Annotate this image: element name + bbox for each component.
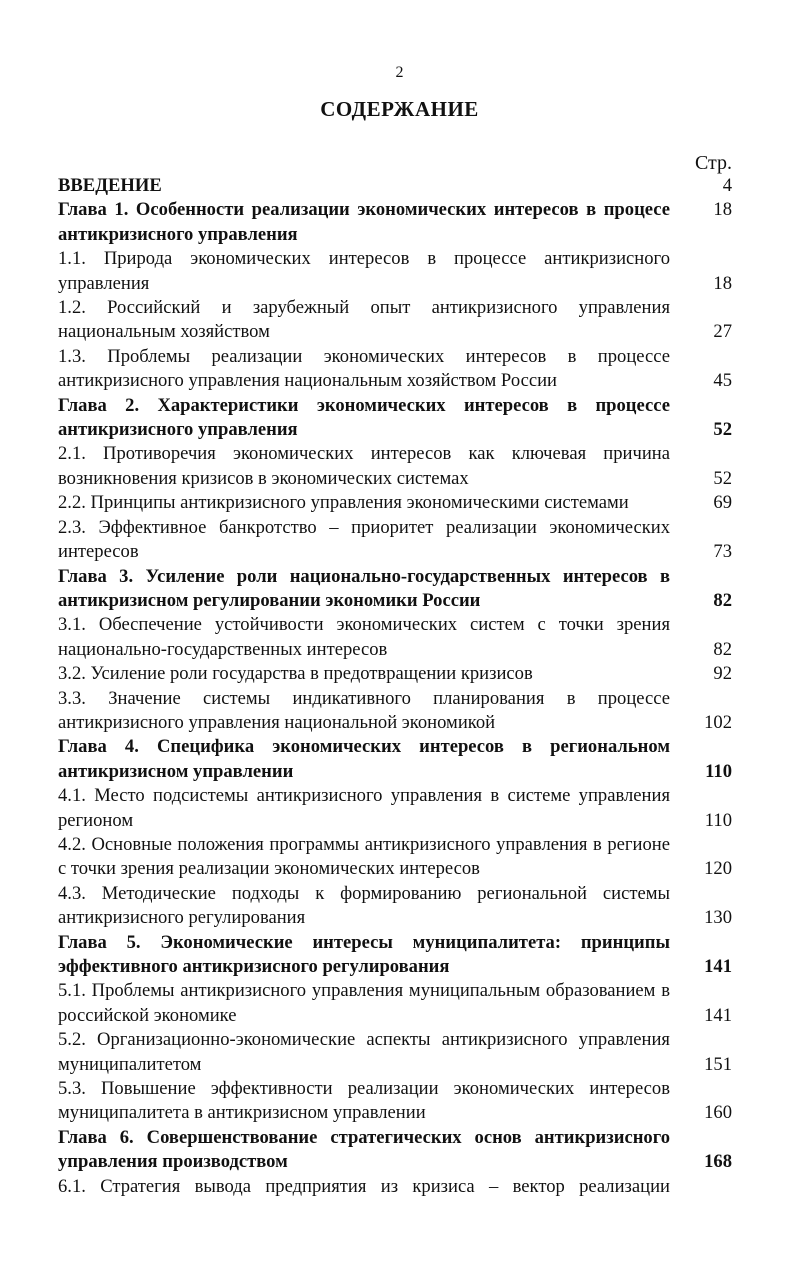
toc-entry-page: 102 [704, 711, 732, 733]
toc-entry-section-1-3 [58, 345, 732, 394]
toc-entry-introduction [58, 174, 732, 198]
toc-entry-page: 52 [713, 467, 732, 489]
toc-entry-text: Глава 1. Особенности реализации экономических интересов в процесе антикризисного управления [58, 199, 670, 245]
toc-entry-section-3-1 [58, 613, 732, 662]
toc-entry-page: 69 [713, 492, 732, 514]
toc-entry-section-1-1 [58, 247, 732, 296]
toc-entry-page: 110 [705, 760, 732, 782]
toc-entry-text: 3.1. Обеспечение устойчивости экономических систем с точки зрения национально-государственных интересов [58, 614, 670, 660]
toc-entry-text: Глава 6. Совершенствование стратегических основ антикризисного управления производством [58, 1126, 670, 1173]
toc-entry-section-5-2 [58, 1028, 732, 1077]
toc-entry-text: 4.2. Основные положения программы антикризисного управления в регионе с точки зрения реализации экономических интересов [58, 833, 670, 880]
toc-entry-chapter-2 [58, 394, 732, 443]
toc-entry-section-6-1 [58, 1175, 732, 1199]
toc-entry-text: 5.1. Проблемы антикризисного управления муниципальным образованием в российской экономике [58, 980, 670, 1026]
toc-entry-page: 141 [704, 1004, 732, 1026]
toc-entry-text: 5.3. Повышение эффективности реализации экономических интересов муниципалитета в антикризисном управлении [58, 1078, 670, 1124]
toc-entry-chapter-6 [58, 1126, 732, 1175]
toc-entry-page: 160 [704, 1102, 732, 1124]
toc-entry-page: 130 [704, 907, 732, 929]
toc-entry-text: 5.2. Организационно-экономические аспекты антикризисного управления муниципалитетом [58, 1029, 670, 1075]
toc-entry-page: 4 [722, 175, 732, 196]
page-title: СОДЕРЖАНИЕ [320, 97, 479, 121]
toc-entry-text: 1.1. Природа экономических интересов в процессе антикризисного управления [58, 248, 670, 294]
toc-entry-page: 141 [704, 956, 732, 977]
toc-entry-section-2-3 [58, 516, 732, 565]
toc-entry-page: 18 [713, 272, 732, 294]
toc-entry-page: 120 [704, 858, 732, 880]
toc-entry-text: Глава 3. Усиление роли национально-государственных интересов в антикризисном регулировании экономики России [58, 565, 670, 611]
toc-entry-page: 110 [704, 809, 732, 831]
toc-entry-page: 45 [713, 370, 732, 392]
toc-entry-section-3-2 [58, 662, 732, 686]
toc-entry-text: 2.2. Принципы антикризисного управления экономическими системами [58, 492, 629, 514]
page-number: 2 [395, 64, 404, 81]
toc-entry-text: 2.3. Эффективное банкротство – приоритет реализации экономических интересов [58, 516, 670, 563]
toc-entry-text: 1.2. Российский и зарубежный опыт антикризисного управления национальным хозяйством [58, 297, 670, 343]
toc-entry-section-3-3 [58, 687, 732, 736]
toc-entry-text: Глава 2. Характеристики экономических интересов в процессе антикризисного управления [58, 394, 670, 441]
toc-entry-section-5-3 [58, 1077, 732, 1126]
toc-entry-chapter-5 [58, 931, 732, 980]
toc-entry-text: ВВЕДЕНИЕ [58, 175, 162, 196]
toc-entry-section-5-1 [58, 979, 732, 1028]
toc-entry-chapter-4 [58, 735, 732, 784]
toc-entry-page: 27 [713, 321, 732, 343]
toc-entry-section-4-2 [58, 833, 732, 882]
toc-entry-text: Глава 5. Экономические интересы муниципалитета: принципы эффективного антикризисного регулирования [58, 931, 670, 977]
toc-entry-text: 6.1. Стратегия вывода предприятия из кризиса – вектор реализации [58, 1175, 670, 1197]
toc-entry-page: 168 [704, 1151, 732, 1173]
toc-entry-section-4-1 [58, 784, 732, 833]
toc-entry-page: 73 [713, 541, 732, 563]
page-column-header: Стр. [694, 152, 732, 174]
toc-entry-section-4-3 [58, 882, 732, 931]
toc-entry-chapter-3 [58, 565, 732, 614]
toc-entry-page: 18 [713, 199, 732, 221]
toc-entry-chapter-1 [58, 198, 732, 247]
toc-entry-page: 92 [713, 663, 732, 685]
toc-entry-text: 4.3. Методические подходы к формированию региональной системы антикризисного регулирования [58, 882, 670, 929]
toc-entry-page: 82 [713, 589, 732, 611]
toc-entry-page: 151 [704, 1053, 732, 1075]
toc-entry-page: 52 [713, 419, 732, 441]
toc-entry-text: 3.3. Значение системы индикативного планирования в процессе антикризисного управления национальной экономикой [58, 687, 670, 733]
toc-entry-section-1-2 [58, 296, 732, 345]
toc-entry-section-2-1 [58, 442, 732, 491]
toc-entry-text: 3.2. Усиление роли государства в предотвращении кризисов [58, 663, 533, 685]
toc-entry-text: Глава 4. Специфика экономических интересов в региональном антикризисном управлении [58, 736, 670, 782]
toc-entry-page: 82 [713, 638, 732, 660]
toc-entry-section-2-2 [58, 491, 732, 515]
toc-entry-text: 2.1. Противоречия экономических интересов как ключевая причина возникновения кризисов в экономических системах [58, 443, 670, 489]
toc-entry-text: 1.3. Проблемы реализации экономических интересов в процессе антикризисного управления национальным хозяйством России [58, 345, 670, 392]
toc-entry-text: 4.1. Место подсистемы антикризисного управления в системе управления регионом [58, 785, 670, 831]
table-of-contents [58, 174, 732, 1199]
